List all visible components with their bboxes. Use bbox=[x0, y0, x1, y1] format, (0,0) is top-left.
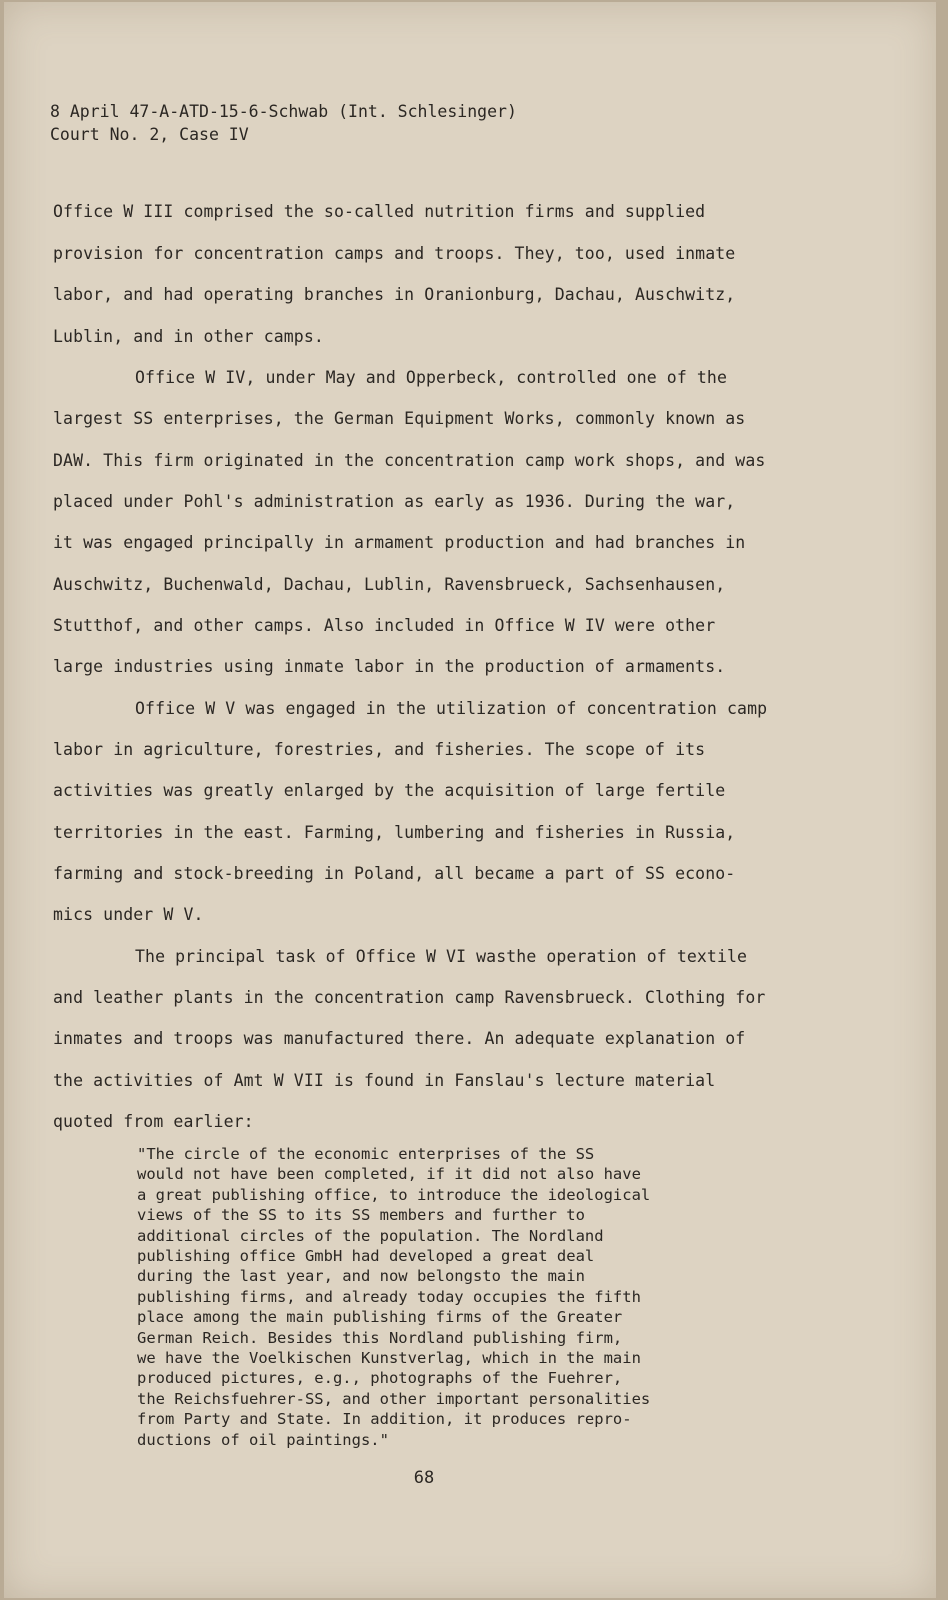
quote-line: views of the SS to its SS members and further to bbox=[137, 1206, 585, 1225]
document-header bbox=[50, 100, 517, 146]
quote-line: during the last year, and now belongsto the main bbox=[137, 1267, 585, 1286]
quote-line: ductions of oil paintings." bbox=[137, 1430, 389, 1449]
body-line: Office W III comprised the so-called nutrition firms and supplied bbox=[53, 202, 706, 221]
header-court-case: Court No. 2, Case IV bbox=[50, 125, 249, 144]
quote-line: additional circles of the population. The Nordland bbox=[137, 1226, 604, 1245]
body-line: labor, and had operating branches in Oranionburg, Dachau, Auschwitz, bbox=[53, 285, 736, 304]
body-line: labor in agriculture, forestries, and fisheries. The scope of its bbox=[53, 740, 706, 759]
header-date-reference: 8 April 47-A-ATD-15-6-Schwab (Int. Schlesinger) bbox=[50, 102, 517, 121]
quote-line: a great publishing office, to introduce the ideological bbox=[137, 1185, 651, 1204]
body-line: Office W IV, under May and Opperbeck, controlled one of the bbox=[135, 368, 727, 387]
body-line: Lublin, and in other camps. bbox=[53, 327, 324, 346]
body-line: DAW. This firm originated in the concentration camp work shops, and was bbox=[53, 451, 766, 470]
body-line: provision for concentration camps and troops. They, too, used inmate bbox=[53, 244, 736, 263]
body-line: large industries using inmate labor in the production of armaments. bbox=[53, 657, 726, 676]
quote-line: we have the Voelkischen Kunstverlag, which in the main bbox=[137, 1349, 641, 1368]
body-line: and leather plants in the concentration camp Ravensbrueck. Clothing for bbox=[53, 988, 766, 1007]
body-line: it was engaged principally in armament production and had branches in bbox=[53, 533, 746, 552]
body-line: farming and stock-breeding in Poland, all became a part of SS econo- bbox=[53, 864, 736, 883]
quote-line: German Reich. Besides this Nordland publishing firm, bbox=[137, 1328, 623, 1347]
body-line: largest SS enterprises, the German Equipment Works, commonly known as bbox=[53, 409, 746, 428]
document-page bbox=[4, 2, 936, 1598]
body-line: inmates and troops was manufactured there. An adequate explanation of bbox=[53, 1029, 746, 1048]
body-line: placed under Pohl's administration as early as 1936. During the war, bbox=[53, 492, 736, 511]
quote-line: publishing office GmbH had developed a great deal bbox=[137, 1247, 595, 1266]
quote-line: publishing firms, and already today occupies the fifth bbox=[137, 1287, 641, 1306]
body-line: activities was greatly enlarged by the acquisition of large fertile bbox=[53, 781, 726, 800]
body-line: quoted from earlier: bbox=[53, 1112, 254, 1131]
body-line: the activities of Amt W VII is found in Fanslau's lecture material bbox=[53, 1071, 716, 1090]
quote-line: place among the main publishing firms of the Greater bbox=[137, 1308, 623, 1327]
body-line: Stutthof, and other camps. Also included in Office W IV were other bbox=[53, 616, 716, 635]
body-line: Office W V was engaged in the utilization of concentration camp bbox=[135, 699, 768, 718]
quote-line: would not have been completed, if it did not also have bbox=[137, 1165, 641, 1184]
body-line: The principal task of Office W VI wasthe operation of textile bbox=[135, 947, 748, 966]
body-line: Auschwitz, Buchenwald, Dachau, Lublin, Ravensbrueck, Sachsenhausen, bbox=[53, 575, 726, 594]
body-line: mics under W V. bbox=[53, 905, 204, 924]
quote-line: produced pictures, e.g., photographs of the Fuehrer, bbox=[137, 1369, 623, 1388]
quote-line: from Party and State. In addition, it produces repro- bbox=[137, 1410, 632, 1429]
body-line: territories in the east. Farming, lumbering and fisheries in Russia, bbox=[53, 823, 736, 842]
quote-line: the Reichsfuehrer-SS, and other important personalities bbox=[137, 1389, 651, 1408]
page-number: 68 bbox=[413, 1468, 435, 1488]
quote-line: "The circle of the economic enterprises of the SS bbox=[137, 1145, 595, 1163]
block-quote bbox=[137, 1144, 737, 1450]
